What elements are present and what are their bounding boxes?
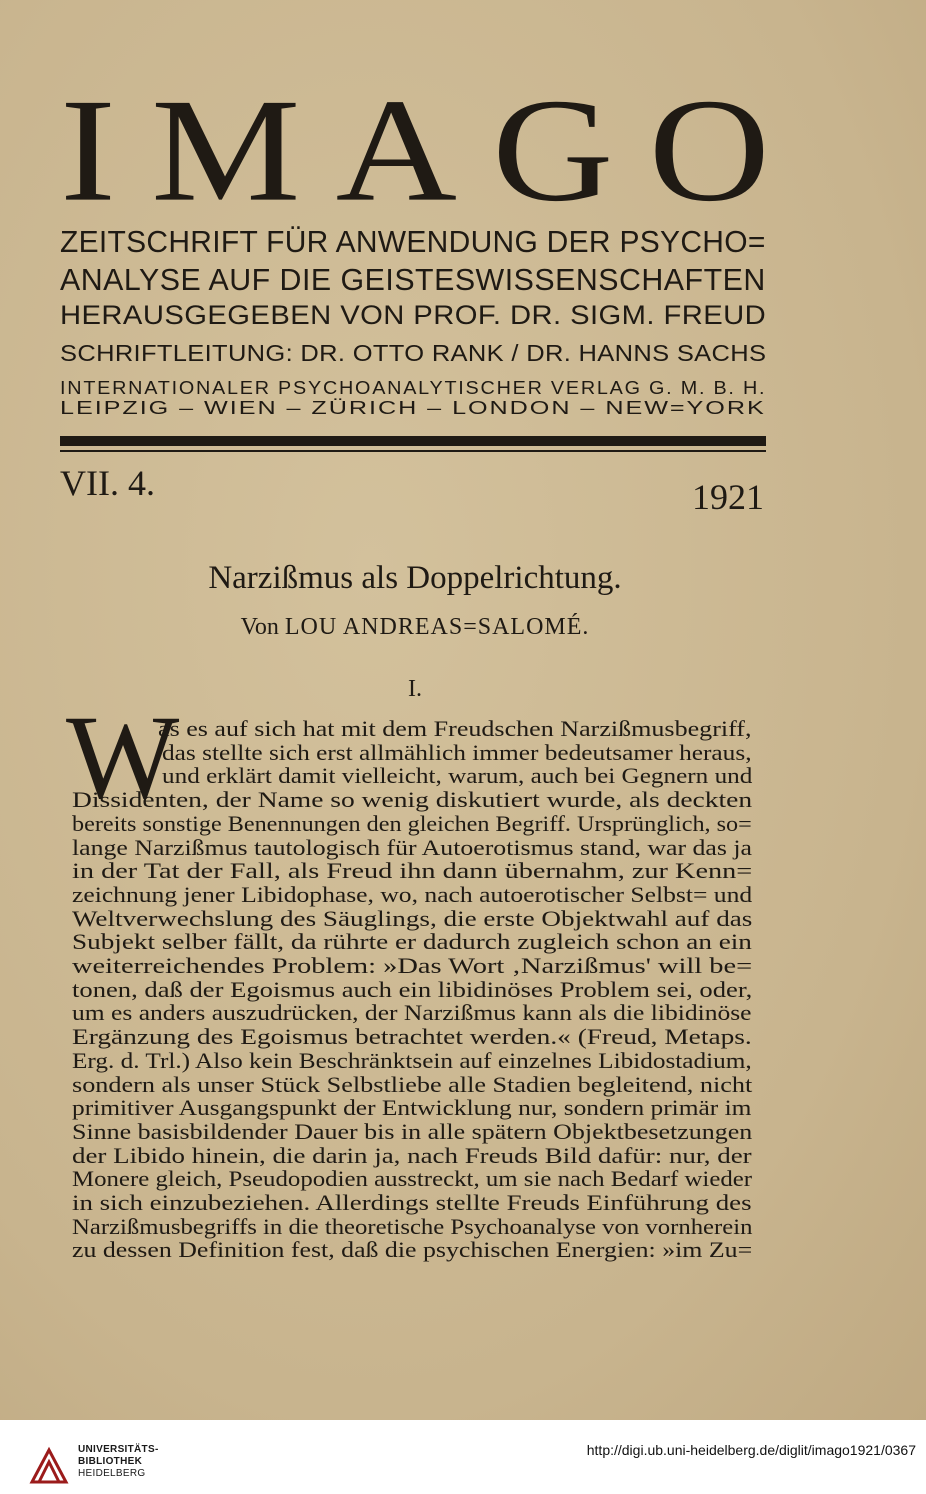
body-text-line: um es anders auszudrücken, der Narzißmus kann als die libidinöse — [72, 1000, 752, 1026]
body-text-line: bereits sonstige Benennungen den gleichen Begriff. Ursprünglich, so= — [72, 810, 752, 836]
body-text-line: primitiver Ausgangspunkt der Entwicklung nur, sondern primär im — [72, 1095, 752, 1121]
body-text-line: Ergänzung des Egoismus betrachtet werden.« (Freud, Metaps. — [72, 1024, 752, 1050]
article-author: LOU ANDREAS=SALOMÉ. — [284, 614, 590, 640]
body-text-line: sondern als unser Stück Selbstliebe alle Stadien begleitend, nicht — [72, 1071, 753, 1097]
body-text-line: der Libido hinein, die darin ja, nach Freuds Bild dafür: nur, der — [72, 1142, 752, 1168]
header-editorial-line: SCHRIFTLEITUNG: DR. OTTO RANK / DR. HANNS SACHS — [60, 340, 767, 366]
header-subtitle-line-1: ZEITSCHRIFT FÜR ANWENDUNG DER PSYCHO= — [60, 224, 766, 259]
masthead-letter: M — [151, 68, 301, 233]
masthead-letter: O — [648, 68, 770, 233]
body-text-line: Narzißmusbegriffs in die theoretische Psychoanalyse von vornherein — [72, 1213, 753, 1239]
library-footer — [0, 1420, 926, 1494]
body-text-line: Sinne basisbildender Dauer bis in alle spätern Objektbesetzungen — [72, 1118, 753, 1144]
byline-prefix: Von — [240, 614, 279, 640]
body-text-line: zu dessen Definition fest, daß die psychischen Energien: »im Zu= — [72, 1237, 753, 1263]
drop-cap: W — [66, 690, 180, 823]
article-byline — [0, 614, 830, 641]
body-text-line: weiterreichendes Problem: »Das Wort ‚Narzißmus' will be= — [72, 953, 753, 978]
body-text-line: as es auf sich hat mit dem Freudschen Narzißmusbegriff, — [158, 716, 752, 741]
header-rule-thick — [60, 436, 766, 446]
body-text-line: das stellte sich erst allmählich immer bedeutsamer heraus, — [162, 739, 752, 765]
header-subtitle-line-2: ANALYSE AUF DIE GEISTESWISSENSCHAFTEN — [60, 262, 766, 297]
logo-text-line-2: BIBLIOTHEK — [78, 1456, 143, 1467]
header-rule-thin — [60, 450, 766, 452]
header-publisher-line: INTERNATIONALER PSYCHOANALYTISCHER VERLAG G. M. B. H. — [60, 378, 767, 398]
journal-masthead — [60, 68, 770, 233]
body-text-line: und erklärt damit vielleicht, warum, auch bei Gegnern und — [162, 763, 753, 789]
body-text-line: Monere gleich, Pseudopodien ausstreckt, um sie nach Bedarf wieder — [72, 1166, 753, 1192]
header-cities-line: LEIPZIG – WIEN – ZÜRICH – LONDON – NEW=YORK — [60, 398, 766, 418]
body-text-line: Dissidenten, der Name so wenig diskutiert wurde, als deckten — [72, 787, 753, 813]
body-text-line: in sich einzubeziehen. Allerdings stellte Freuds Einführung des — [72, 1190, 752, 1215]
logo-text-line-3: HEIDELBERG — [78, 1468, 146, 1479]
body-text-line: Subjekt selber fällt, da rührte er dadurch zugleich schon an ein — [72, 929, 752, 955]
body-text-line: Weltverwechslung des Säuglings, die erste Objektwahl auf das — [72, 905, 753, 931]
masthead-letter: A — [335, 68, 457, 233]
section-number: I. — [408, 676, 422, 702]
body-text-line: lange Narzißmus tautologisch für Autoerotismus stand, war das ja — [72, 834, 752, 860]
masthead-letter: G — [492, 68, 614, 233]
source-url[interactable]: http://digi.ub.uni-heidelberg.de/diglit/imago1921/0367 — [586, 1442, 916, 1458]
masthead-letter: I — [60, 68, 116, 233]
body-text-line: zeichnung jener Libidophase, wo, nach autoerotischer Selbst= und — [72, 881, 753, 907]
issue-year: 1921 — [692, 477, 764, 517]
body-text-line: Erg. d. Trl.) Also kein Beschränktsein auf einzelnes Libidostadium, — [72, 1047, 752, 1073]
header-editor-line: HERAUSGEGEBEN VON PROF. DR. SIGM. FREUD — [60, 300, 767, 330]
issue-volume: VII. 4. — [60, 463, 155, 503]
logo-text-line-1: UNIVERSITÄTS- — [78, 1444, 159, 1455]
article-title: Narzißmus als Doppelrichtung. — [208, 560, 622, 596]
library-logo-icon — [28, 1444, 70, 1486]
body-text-line: in der Tat der Fall, als Freud ihn dann übernahm, zur Kenn= — [72, 858, 753, 884]
body-text-line: tonen, daß der Egoismus auch ein libidinöses Problem sei, oder, — [72, 976, 753, 1002]
